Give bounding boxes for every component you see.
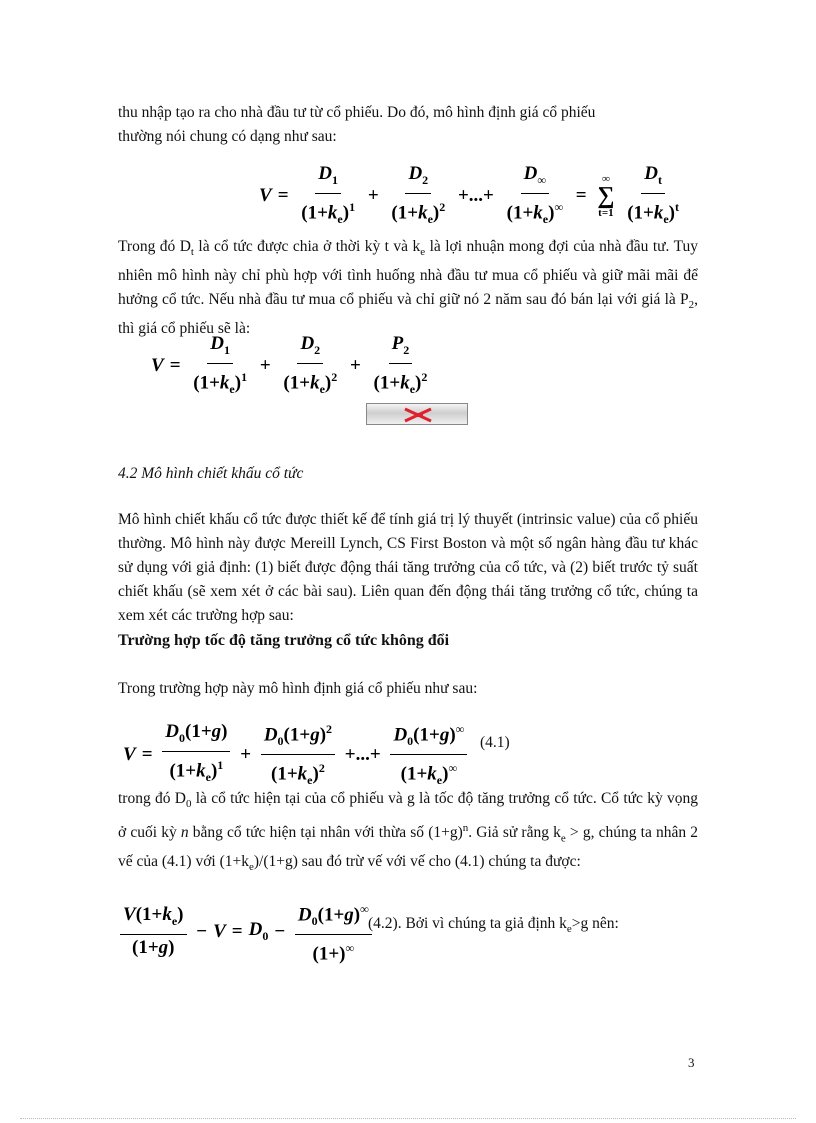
equation-4-1-label: (4.1)	[480, 734, 510, 751]
dividend-discount-paragraph: Mô hình chiết khấu cổ tức được thiết kế để tính giá trị lý thuyết (intrinsic value) của cổ phiếu thường. Mô hình này được Mereill Lynch, CS First Boston và một số ngân hàng đầu tư khác sử dụng với giả định: (1) biết được động thái tăng trưởng của cổ tức, và (2) biết trước tỷ suất chiết khấu (sẽ xem xét ở các bài sau). Liên quan đến động thái tăng trưởng cổ tức, chúng ta xem xét các trường hợp sau:	[118, 511, 698, 624]
equation-two-period: V = $\frac{D_1}{(1+k_e)^1}$ + $\frac{D_2}{(1+k_e)^2}$ + $\frac{P_2}{(1+k_e)^2}$	[151, 333, 428, 396]
broken-image-placeholder	[366, 403, 468, 425]
constant-growth-intro: Trong trường hợp này mô hình định giá cổ phiếu như sau:	[118, 680, 478, 697]
equation-4-1: V = $\frac{D_0(1+g)}{(1+k_e)^1}$ + $\frac{D_0(1+g)^2}{(1+k_e)^2}$ +...+ $\frac{D_0(1+g)^\infty}{(1+k_e)^\infty}$	[120, 718, 469, 791]
footer-divider	[20, 1118, 796, 1119]
equation-4-2-tail: (4.2). Bởi vì chúng ta giả định $k_e>g$ nên:	[368, 915, 619, 936]
intro-paragraph	[118, 101, 698, 149]
section-heading: 4.2 Mô hình chiết khấu cổ tức	[118, 465, 304, 482]
constant-growth-subheading: Trường hợp tốc độ tăng trưởng cổ tức không đổi	[118, 632, 450, 649]
equation-general-valuation: V = $\frac{D_1}{(1+k_e)^1}$ + $\frac{D_2}{(1+k_e)^2}$ +...+ $\frac{D_\infty}{(1+k_e)^\infty}$ = ∞ ∑ t=1 $\frac{D_t}{(1+k_e)^t}$	[259, 163, 679, 226]
equation-4-2: $\frac{V(1+k_e)}{(1+g)}$ − $V = D_0$ − $\frac{D_0(1+g)^\infty}{(1+)^\infty}$	[118, 898, 374, 965]
intro-line-2: thường nói chung có dạng như sau:	[118, 128, 337, 145]
intro-line-1: thu nhập tạo ra cho nhà đầu tư từ cổ phiếu. Do đó, mô hình định giá cổ phiếu	[118, 104, 596, 121]
dividend-definition-paragraph: Trong đó $D_t$ là cổ tức được chia ở thời kỳ t và $k_e$ là lợi nhuận mong đợi của nhà đầu tư. Tuy nhiên mô hình này chỉ phù hợp với tình huống nhà đầu tư mua cổ phiếu và giữ mãi mãi để hưởng cổ tức. Nếu nhà đầu tư mua cổ phiếu và chỉ giữ nó 2 năm sau đó bán lại với giá là $P_2$, thì giá cổ phiếu sẽ là:	[118, 238, 698, 338]
page-number: 3	[688, 1055, 695, 1070]
red-x-icon	[367, 404, 469, 426]
growth-explanation-paragraph: trong đó $D_0$ là cổ tức hiện tại của cổ phiếu và g là tốc độ tăng trưởng cổ tức. Cổ tức kỳ vọng ở cuối kỳ n bằng cổ tức hiện tại nhân với thừa số $(1+g)^n$. Giả sử rằng $k_e > g$, chúng ta nhân 2 vế của (4.1) với $(1+k_e)/(1+g)$ sau đó trừ vế với vế cho (4.1) chúng ta được:	[118, 790, 699, 874]
